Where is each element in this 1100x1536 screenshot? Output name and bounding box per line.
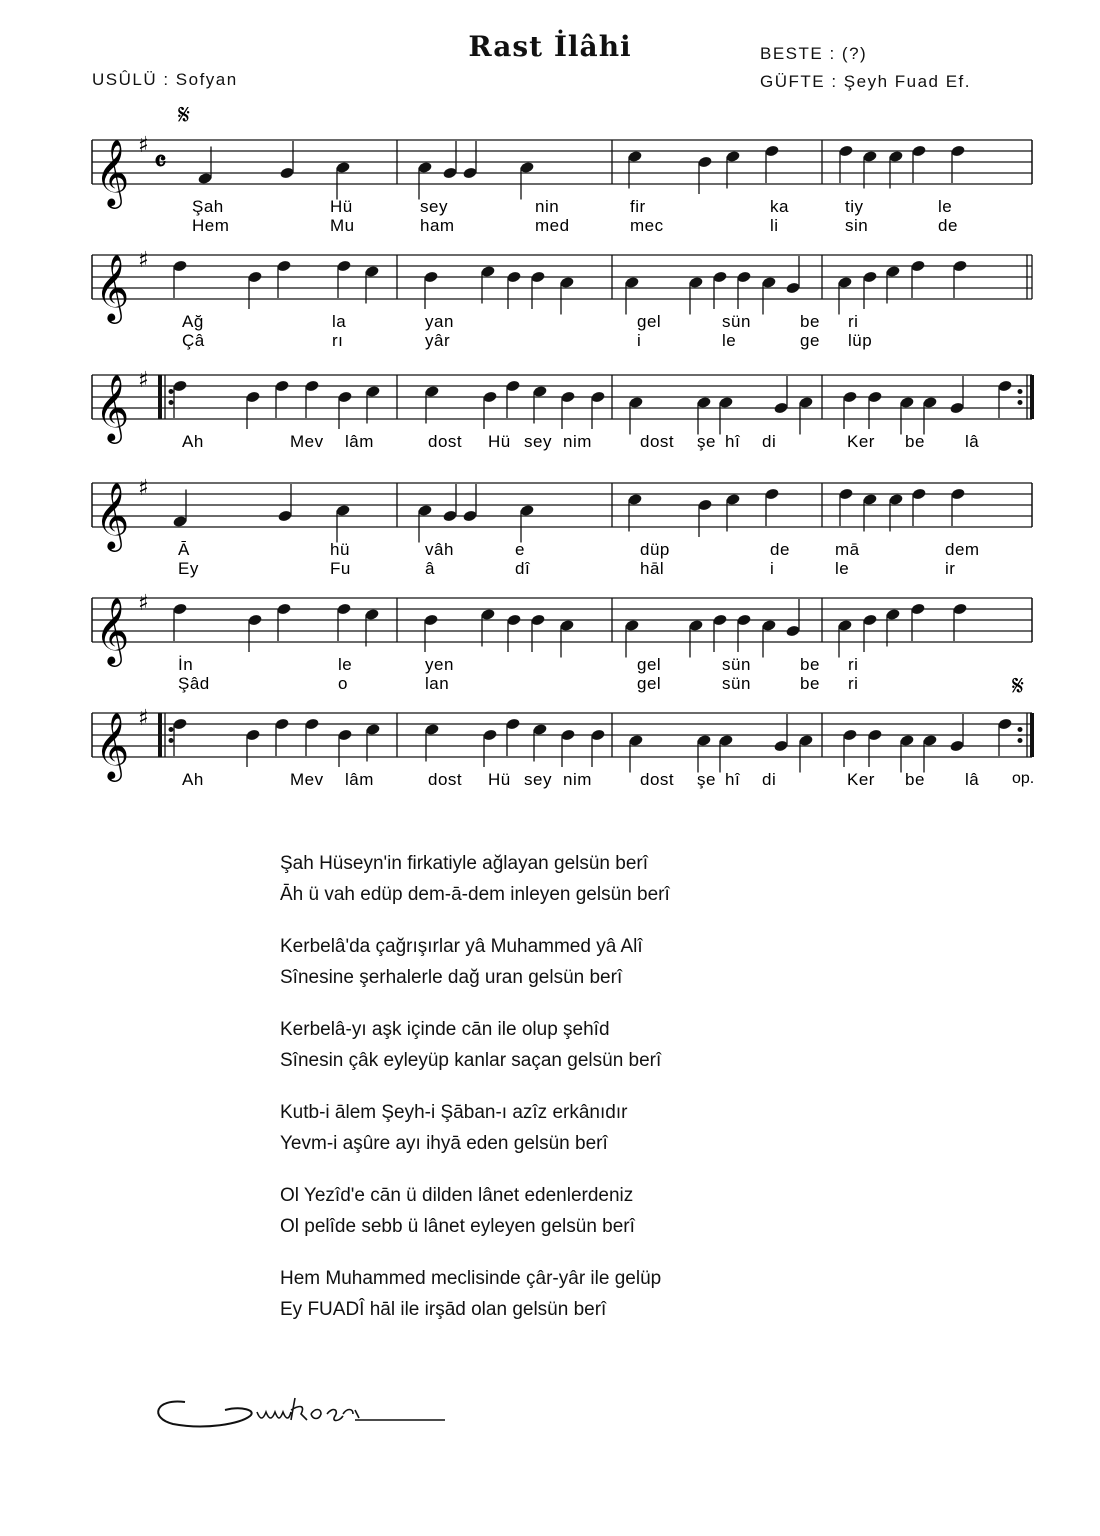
poem-line: Kerbelâ'da çağrışırlar yâ Muhammed yâ Alî <box>280 936 643 957</box>
gufte-label: GÜFTE : Şeyh Fuad Ef. <box>760 72 972 91</box>
lyric-syllable: Fu <box>330 559 351 578</box>
repeat-dot <box>169 727 174 732</box>
treble-clef-icon: 𝄞 <box>95 138 130 206</box>
sharp-icon: ♯ <box>138 476 149 501</box>
lyric-syllable: şe <box>697 770 716 789</box>
lyric-syllable: Ah <box>182 770 204 789</box>
signature <box>145 1380 465 1440</box>
sharp-icon: ♯ <box>138 133 149 158</box>
fine-label: op. <box>1012 770 1035 787</box>
lyric-syllable: Mu <box>330 216 355 235</box>
lyric-syllable: le <box>835 559 850 578</box>
lyric-syllable: dost <box>428 432 463 451</box>
segno-icon: 𝄋 <box>1012 669 1025 702</box>
repeat-dot <box>169 738 174 743</box>
repeat-dot <box>1018 400 1023 405</box>
lyric-syllable: İn <box>178 655 194 674</box>
sharp-icon: ♯ <box>138 248 149 273</box>
lyric-syllable: le <box>722 331 737 350</box>
lyric-syllable: sey <box>420 197 448 216</box>
lyric-syllable: Ağ <box>182 312 204 331</box>
poem-line: Hem Muhammed meclisinde çâr-yâr ile gelüp <box>280 1268 662 1289</box>
music-system <box>92 248 1032 350</box>
lyric-syllable: be <box>800 674 820 693</box>
lyric-syllable: Ker <box>847 432 875 451</box>
poem-line: Sînesin çâk eyleyüp kanlar saçan gelsün berî <box>280 1050 662 1071</box>
lyric-syllable: lâm <box>345 432 374 451</box>
lyric-syllable: düp <box>640 540 670 559</box>
lyric-syllable: gel <box>637 312 662 331</box>
lyric-syllable: sün <box>722 655 751 674</box>
poem-line: Āh ü vah edüp dem-ā-dem inleyen gelsün berî <box>280 884 670 905</box>
repeat-dot <box>1018 738 1023 743</box>
lyric-syllable: Hem <box>192 216 230 235</box>
lyric-syllable: Şâd <box>178 674 210 693</box>
lyric-syllable: lâ <box>965 770 980 789</box>
poem-stanza <box>280 931 670 993</box>
lyric-syllable: Çâ <box>182 331 205 350</box>
lyric-syllable: ri <box>848 655 859 674</box>
lyric-syllable: mā <box>835 540 860 559</box>
poem-line: Kutb-i ālem Şeyh-i Şāban-ı azîz erkânıdır <box>280 1102 628 1123</box>
lyric-syllable: gel <box>637 674 662 693</box>
lyric-syllable: Hü <box>330 197 353 216</box>
lyric-syllable: nim <box>563 432 592 451</box>
poem-line: Yevm-i aşûre ayı ihyā eden gelsün berî <box>280 1133 608 1154</box>
lyric-syllable: di <box>762 770 777 789</box>
lyric-syllable: yâr <box>425 331 451 350</box>
lyric-syllable: Mev <box>290 770 324 789</box>
lyric-syllable: Ker <box>847 770 875 789</box>
lyric-syllable: şe <box>697 432 716 451</box>
lyric-syllable: gel <box>637 655 662 674</box>
treble-clef-icon: 𝄞 <box>95 373 130 441</box>
lyric-syllable: i <box>770 559 775 578</box>
lyric-syllable: dost <box>428 770 463 789</box>
lyric-syllable: yan <box>425 312 454 331</box>
lyric-syllable: le <box>338 655 353 674</box>
lyric-syllable: lan <box>425 674 450 693</box>
poem-line: Ey FUADÎ hāl ile irşād olan gelsün berî <box>280 1299 607 1320</box>
segno-icon: 𝄋 <box>178 98 191 131</box>
treble-clef-icon: 𝄞 <box>95 481 130 549</box>
music-system <box>92 476 1032 578</box>
lyric-syllable: dost <box>640 432 675 451</box>
lyric-syllable: sey <box>524 770 552 789</box>
sharp-icon: ♯ <box>138 591 149 616</box>
lyric-syllable: hāl <box>640 559 665 578</box>
lyric-syllable: ir <box>945 559 956 578</box>
lyric-syllable: lâ <box>965 432 980 451</box>
lyric-syllable: rı <box>332 331 344 350</box>
lyric-syllable: fir <box>630 197 646 216</box>
lyric-syllable: vâh <box>425 540 454 559</box>
sharp-icon: ♯ <box>138 368 149 393</box>
usul-label: USÛLÜ : Sofyan <box>92 70 238 89</box>
lyric-syllable: be <box>800 312 820 331</box>
lyric-syllable: be <box>905 432 925 451</box>
music-system <box>92 98 1032 235</box>
lyric-syllable: ri <box>848 674 859 693</box>
music-system <box>92 591 1032 693</box>
lyric-syllable: de <box>938 216 958 235</box>
repeat-dot <box>1018 389 1023 394</box>
lyric-syllable: o <box>338 674 348 693</box>
lyric-syllable: be <box>905 770 925 789</box>
page-title: Rast İlâhi <box>468 30 632 63</box>
lyric-syllable: ge <box>800 331 820 350</box>
lyric-syllable: hî <box>725 432 741 451</box>
lyric-syllable: mec <box>630 216 664 235</box>
beste-label: BESTE : (?) <box>760 44 868 63</box>
lyric-syllable: Ah <box>182 432 204 451</box>
lyric-syllable: sün <box>722 312 751 331</box>
lyric-syllable: le <box>938 197 953 216</box>
lyric-syllable: nim <box>563 770 592 789</box>
poem-lyrics <box>280 848 670 1346</box>
treble-clef-icon: 𝄞 <box>95 253 130 321</box>
lyric-syllable: ka <box>770 197 789 216</box>
lyric-syllable: be <box>800 655 820 674</box>
lyric-syllable: sin <box>845 216 869 235</box>
lyric-syllable: hî <box>725 770 741 789</box>
lyric-syllable: yen <box>425 655 454 674</box>
lyric-syllable: lüp <box>848 331 873 350</box>
lyric-syllable: dî <box>515 559 531 578</box>
lyric-syllable: i <box>637 331 642 350</box>
lyric-syllable: hü <box>330 540 350 559</box>
lyric-syllable: sün <box>722 674 751 693</box>
lyric-syllable: li <box>770 216 779 235</box>
poem-stanza <box>280 1180 670 1242</box>
lyric-syllable: â <box>425 559 435 578</box>
lyric-syllable: Hü <box>488 770 511 789</box>
poem-stanza <box>280 1097 670 1159</box>
poem-stanza <box>280 848 670 910</box>
treble-clef-icon: 𝄞 <box>95 596 130 664</box>
repeat-dot <box>169 400 174 405</box>
lyric-syllable: med <box>535 216 570 235</box>
lyric-syllable: sey <box>524 432 552 451</box>
poem-line: Şah Hüseyn'in firkatiyle ağlayan gelsün berî <box>280 853 649 874</box>
lyric-syllable: e <box>515 540 525 559</box>
common-time-icon: 𝄴 <box>154 145 167 178</box>
sharp-icon: ♯ <box>138 706 149 731</box>
lyric-syllable: Ey <box>178 559 199 578</box>
repeat-dot <box>1018 727 1023 732</box>
repeat-dot <box>169 389 174 394</box>
lyric-syllable: tiy <box>845 197 864 216</box>
lyric-syllable: di <box>762 432 777 451</box>
lyric-syllable: la <box>332 312 347 331</box>
lyric-syllable: Ā <box>178 540 190 559</box>
lyric-syllable: dost <box>640 770 675 789</box>
lyric-syllable: nin <box>535 197 560 216</box>
lyric-syllable: de <box>770 540 790 559</box>
poem-line: Ol pelîde sebb ü lânet eyleyen gelsün berî <box>280 1216 635 1237</box>
lyric-syllable: dem <box>945 540 980 559</box>
lyric-syllable: ri <box>848 312 859 331</box>
treble-clef-icon: 𝄞 <box>95 711 130 779</box>
music-system <box>92 368 1032 451</box>
lyric-syllable: ham <box>420 216 455 235</box>
lyric-syllable: Şah <box>192 197 224 216</box>
lyric-syllable: Hü <box>488 432 511 451</box>
poem-line: Kerbelâ-yı aşk içinde cān ile olup şehîd <box>280 1019 610 1040</box>
poem-line: Ol Yezîd'e cān ü dilden lânet edenlerdeniz <box>280 1185 634 1206</box>
lyric-syllable: Mev <box>290 432 324 451</box>
music-system <box>92 669 1034 789</box>
poem-stanza <box>280 1014 670 1076</box>
poem-line: Sînesine şerhalerle dağ uran gelsün berî <box>280 967 623 988</box>
lyric-syllable: lâm <box>345 770 374 789</box>
poem-stanza <box>280 1263 670 1325</box>
